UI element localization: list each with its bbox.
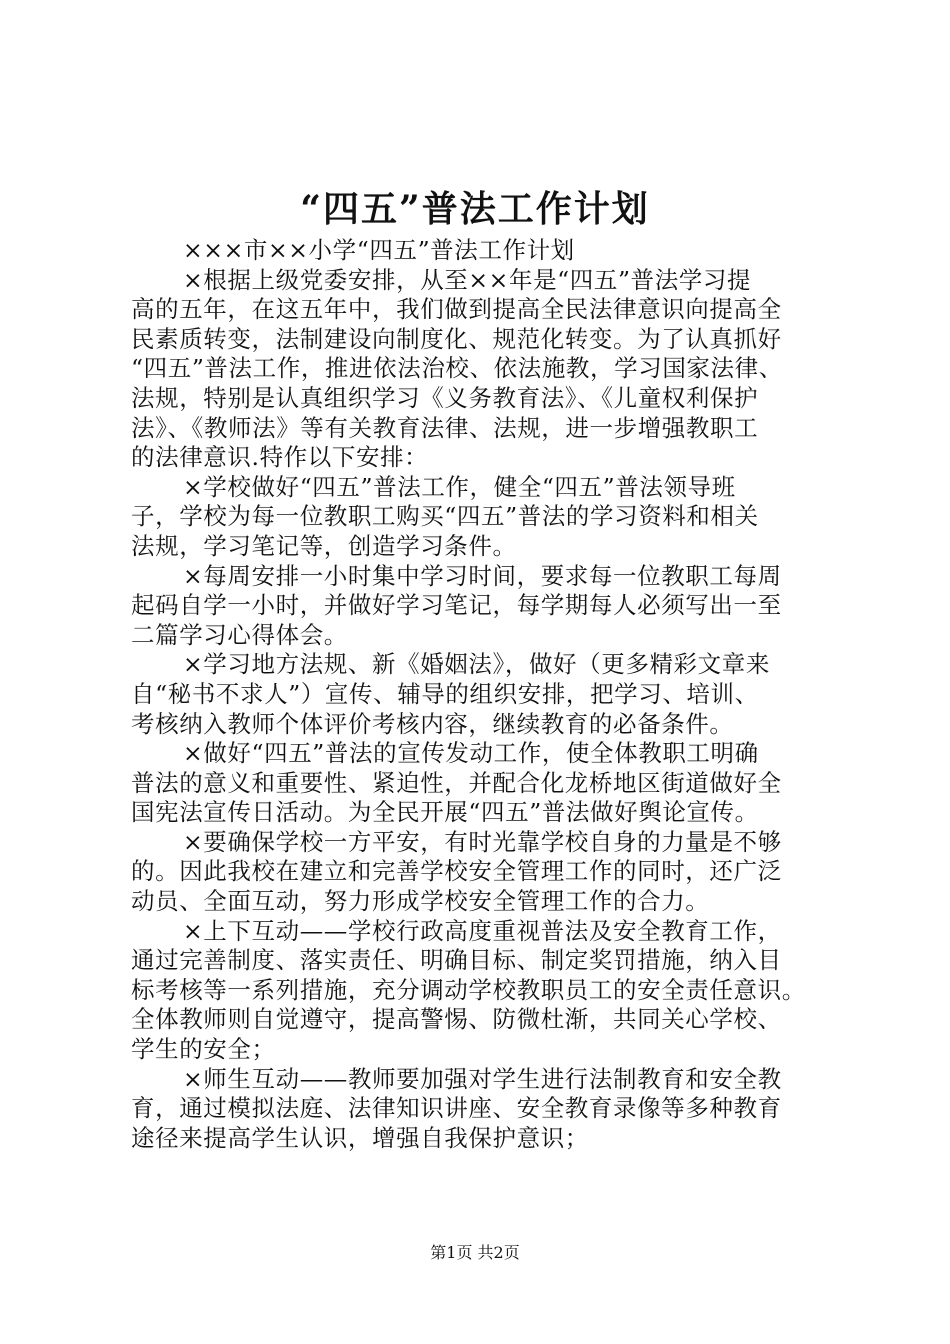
text-line: 普法的意义和重要性、紧迫性，并配合化龙桥地区街道做好全 (131, 768, 782, 797)
text-line: ×做好“四五”普法的宣传发动工作，使全体教职工明确 (183, 739, 759, 768)
text-line: 的。因此我校在建立和完善学校安全管理工作的同时，还广泛 (131, 857, 782, 886)
text-line: 高的五年，在这五年中，我们做到提高全民法律意识向提高全 (131, 295, 782, 324)
text-line: ×××市××小学“四五”普法工作计划 (183, 236, 575, 264)
text-line: “四五”普法工作，推进依法治校、依法施教，学习国家法律、 (131, 354, 783, 383)
text-line: 二篇学习心得体会。 (131, 620, 348, 649)
page-footer: 第1页 共2页 (430, 1243, 520, 1262)
document-title: “四五”普法工作计划 (300, 188, 650, 230)
text-line: ×学校做好“四五”普法工作，健全“四五”普法领导班 (183, 472, 736, 501)
text-line: 起码自学一小时，并做好学习笔记，每学期每人必须写出一至 (131, 591, 782, 620)
text-line: 标考核等一系列措施，充分调动学校教职员工的安全责任意识。 (131, 975, 806, 1004)
text-line: ×要确保学校一方平安，有时光靠学校自身的力量是不够 (183, 827, 782, 856)
text-line: ×师生互动——教师要加强对学生进行法制教育和安全教 (183, 1064, 782, 1093)
text-line: 国宪法宣传日活动。为全民开展“四五”普法做好舆论宣传。 (131, 798, 759, 827)
text-line: 途径来提高学生认识，增强自我保护意识； (131, 1123, 589, 1152)
text-line: 育，通过模拟法庭、法律知识讲座、安全教育录像等多种教育 (131, 1094, 782, 1123)
text-line: 的法律意识.特作以下安排： (131, 443, 429, 472)
text-line: ×上下互动——学校行政高度重视普法及安全教育工作， (183, 916, 782, 945)
text-line: 法规，特别是认真组织学习《义务教育法》、《儿童权利保护 (131, 383, 759, 412)
document-body (131, 236, 836, 1153)
text-line: 自“秘书不求人”）宣传、辅导的组织安排，把学习、培训、 (131, 679, 759, 708)
text-line: 子，学校为每一位教职工购买“四五”普法的学习资料和相关 (131, 502, 759, 531)
text-line: 动员、全面互动，努力形成学校安全管理工作的合力。 (131, 887, 710, 916)
text-line: ×根据上级党委安排，从至××年是“四五”普法学习提 (183, 265, 752, 294)
text-line: 法规，学习笔记等，创造学习条件。 (131, 531, 517, 560)
text-line: 民素质转变，法制建设向制度化、规范化转变。为了认真抓好 (131, 324, 782, 353)
text-line: ×每周安排一小时集中学习时间，要求每一位教职工每周 (183, 561, 782, 590)
text-line: 通过完善制度、落实责任、明确目标、制定奖罚措施，纳入目 (131, 946, 782, 975)
text-line: 考核纳入教师个体评价考核内容，继续教育的必备条件。 (131, 709, 734, 738)
text-line: 法》、《教师法》等有关教育法律、法规，进一步增强教职工 (131, 413, 759, 442)
text-line: ×学习地方法规、新《婚姻法》，做好（更多精彩文章来 (183, 650, 770, 679)
text-line: 学生的安全； (131, 1035, 276, 1064)
text-line: 全体教师则自觉遵守，提高警惕、防微杜渐，共同关心学校、 (131, 1005, 782, 1034)
